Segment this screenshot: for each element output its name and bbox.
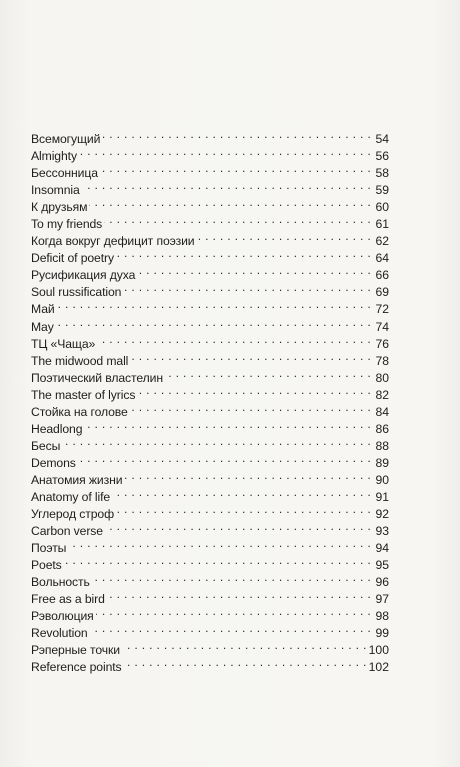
- toc-dot-leader: [79, 143, 371, 160]
- toc-entry: [31, 296, 389, 317]
- toc-entry-title: Углерод строф: [31, 507, 115, 522]
- toc-entry: [31, 160, 389, 181]
- toc-entry-title: To my friends: [31, 217, 103, 232]
- toc-entry-page: 54: [375, 132, 389, 146]
- toc-entry-title: Soul russification: [31, 285, 122, 300]
- toc-entry-page: 86: [375, 421, 389, 436]
- toc-dot-leader: [197, 228, 371, 245]
- toc-entry-title: Рэперные точки: [31, 643, 120, 658]
- toc-entry: [31, 177, 389, 198]
- toc-dot-leader: [137, 382, 371, 399]
- toc-dot-leader: [57, 296, 371, 313]
- toc-entry-page: 102: [368, 660, 389, 675]
- toc-entry-title: Рэволюция: [31, 609, 94, 624]
- toc-entry-title: К друзьям: [31, 200, 88, 215]
- toc-entry-page: 99: [375, 626, 389, 641]
- toc-entry-title: Когда вокруг дефицит поэзии: [31, 234, 195, 249]
- toc-dot-leader: [78, 450, 371, 467]
- toc-entry: [31, 194, 389, 215]
- toc-entry-title: Poets: [31, 558, 62, 573]
- toc-dot-leader: [104, 211, 371, 228]
- toc-entry-page: 56: [375, 149, 389, 164]
- toc-entry-title: May: [31, 319, 54, 334]
- toc-entry-page: 88: [375, 438, 389, 453]
- toc-entry-page: 69: [375, 285, 389, 300]
- toc-dot-leader: [165, 365, 371, 382]
- toc-entry: [31, 535, 389, 556]
- toc-dot-leader: [82, 177, 371, 194]
- toc-entry-title: Май: [31, 302, 55, 317]
- toc-entry-page: 82: [375, 387, 389, 402]
- toc-entry-page: 90: [375, 472, 389, 487]
- toc-entry: [31, 467, 389, 487]
- toc-dot-leader: [112, 484, 371, 501]
- toc-entry-page: 97: [375, 592, 389, 607]
- toc-entry-title: Almighty: [31, 149, 77, 164]
- toc-entry-title: Вольность: [31, 575, 90, 590]
- toc-entry-title: Поэты: [31, 541, 67, 556]
- toc-dot-leader: [116, 501, 371, 518]
- toc-dot-leader: [124, 654, 367, 671]
- toc-entry-title: Всемогущий: [31, 132, 101, 146]
- toc-entry-page: 61: [375, 217, 389, 232]
- toc-entry-title: Бессонница: [31, 166, 98, 181]
- toc-dot-leader: [122, 637, 367, 654]
- toc-entry-page: 89: [375, 455, 389, 470]
- toc-entry-page: 78: [375, 353, 389, 368]
- toc-entry: [31, 126, 389, 146]
- toc-entry-page: 92: [375, 507, 389, 522]
- toc-dot-leader: [92, 569, 371, 586]
- toc-entry-page: 93: [375, 524, 389, 539]
- toc-entry-title: Demons: [31, 455, 76, 470]
- toc-dot-leader: [96, 603, 371, 620]
- toc-entry-title: Insomnia: [31, 183, 80, 198]
- toc-entry: [31, 569, 389, 590]
- toc-entry-title: Headlong: [31, 421, 83, 436]
- toc-entry: [31, 433, 389, 453]
- toc-entry-title: The master of lyrics: [31, 387, 136, 402]
- toc-dot-leader: [123, 279, 371, 296]
- toc-entry-page: 64: [375, 251, 389, 266]
- toc-dot-leader: [130, 348, 371, 365]
- table-of-contents: [31, 126, 389, 675]
- toc-entry-page: 58: [375, 166, 389, 181]
- toc-dot-leader: [137, 262, 371, 279]
- toc-entry-title: Reference points: [31, 660, 122, 675]
- toc-dot-leader: [84, 416, 371, 433]
- toc-dot-leader: [102, 126, 371, 143]
- toc-entry-title: ТЦ «Чаща»: [31, 336, 96, 351]
- toc-dot-leader: [64, 552, 371, 569]
- toc-dot-leader: [89, 194, 371, 211]
- toc-dot-leader: [116, 245, 371, 262]
- toc-entry-title: Анатомия жизни: [31, 472, 123, 487]
- toc-entry-title: The midwood mall: [31, 353, 129, 368]
- toc-entry-title: Revolution: [31, 626, 88, 641]
- toc-entry-title: Deficit of poetry: [31, 251, 114, 266]
- toc-entry-page: 59: [375, 183, 389, 198]
- toc-dot-leader: [107, 586, 371, 603]
- toc-dot-leader: [130, 399, 371, 416]
- toc-entry-title: Carbon verse: [31, 524, 103, 539]
- toc-entry: [31, 552, 389, 573]
- toc-entry-page: 66: [375, 268, 389, 283]
- toc-entry-page: 84: [375, 404, 389, 419]
- toc-entry: [31, 143, 389, 164]
- toc-entry-title: Anatomy of life: [31, 489, 111, 504]
- toc-entry-page: 100: [368, 643, 389, 658]
- toc-entry-page: 72: [375, 302, 389, 317]
- toc-entry-page: 94: [375, 541, 389, 556]
- toc-entry: [31, 331, 389, 351]
- toc-entry-page: 91: [375, 489, 389, 504]
- toc-entry-page: 98: [375, 609, 389, 624]
- toc-entry: [31, 416, 389, 436]
- toc-entry-page: 80: [375, 370, 389, 385]
- toc-entry: [31, 314, 389, 334]
- toc-entry-title: Стойка на голове: [31, 404, 128, 419]
- toc-dot-leader: [105, 518, 371, 535]
- toc-dot-leader: [56, 314, 371, 331]
- toc-dot-leader: [68, 535, 371, 552]
- toc-dot-leader: [100, 160, 371, 177]
- toc-entry-page: 62: [375, 234, 389, 249]
- toc-entry-page: 76: [375, 336, 389, 351]
- toc-entry-title: Поэтический властелин: [31, 370, 163, 385]
- toc-entry-page: 74: [375, 319, 389, 334]
- toc-dot-leader: [62, 433, 371, 450]
- toc-entry: [31, 450, 389, 470]
- toc-entry-page: 96: [375, 575, 389, 590]
- toc-entry-title: Free as a bird: [31, 592, 105, 607]
- toc-dot-leader: [90, 620, 371, 637]
- toc-entry-title: Бесы: [31, 438, 61, 453]
- toc-dot-leader: [97, 331, 371, 348]
- toc-dot-leader: [124, 467, 371, 484]
- toc-entry-title: Русификация духа: [31, 268, 136, 283]
- toc-entry-page: 95: [375, 558, 389, 573]
- toc-entry-page: 60: [375, 200, 389, 215]
